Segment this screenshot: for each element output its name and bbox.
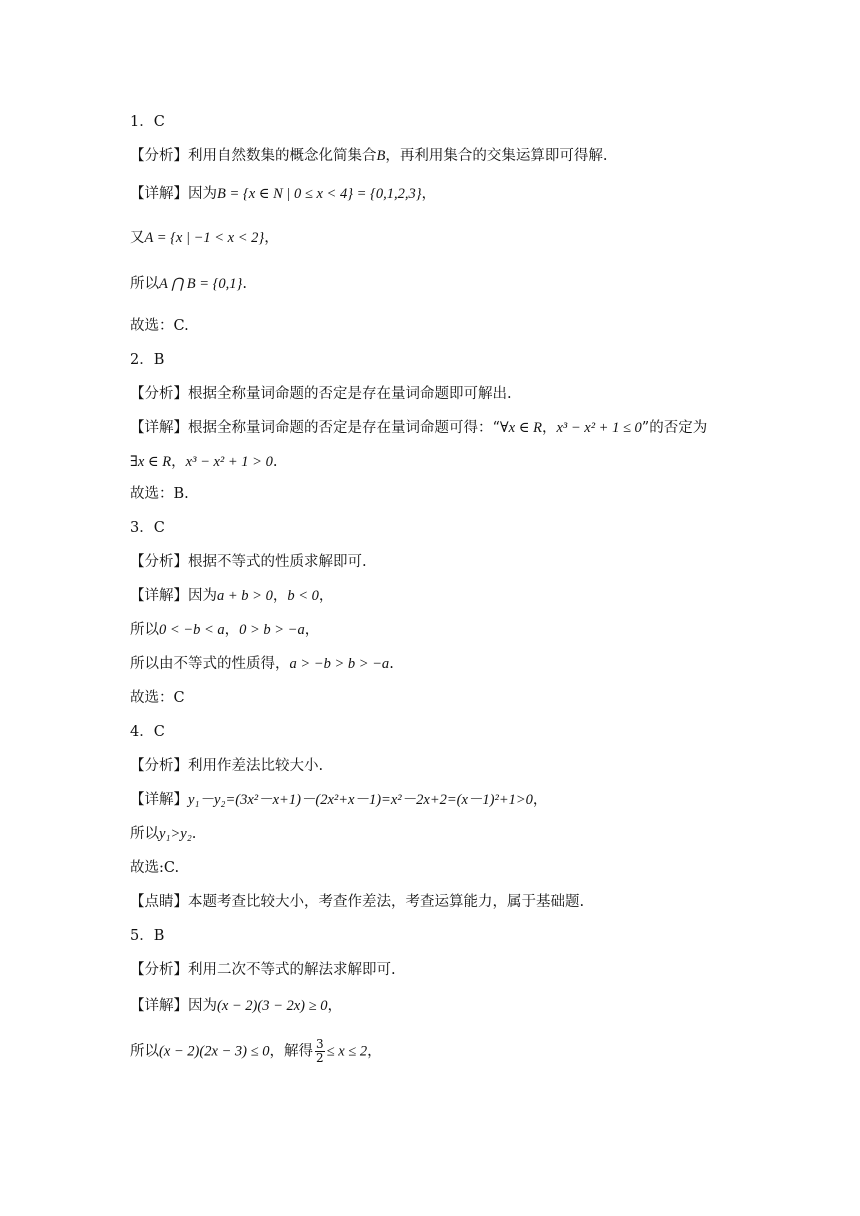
- q2-negation-text: ”的否定为: [641, 420, 708, 436]
- q5-answer: 5．B: [130, 928, 165, 944]
- q3-ineq-1: 0 < −b < a: [159, 622, 225, 638]
- q5-so-text: 所以: [130, 1043, 159, 1060]
- q5-fraction-numerator: 3: [315, 1037, 324, 1051]
- q1-detail: [130, 184, 436, 204]
- q4-result: y₁>y₂: [159, 826, 192, 842]
- q2-negated-inequality: x³ − x² + 1 > 0: [185, 454, 273, 470]
- q4-detail: [130, 790, 547, 810]
- q5-fraction: [315, 1038, 325, 1065]
- q5-inequality-2: (x − 2)(2x − 3) ≤ 0: [159, 1043, 270, 1060]
- q4-formula: y₁－y₂=(3x²－x+1)－(2x²+x－1)=x²－2x+2=(x－1)²+1>0: [188, 792, 533, 808]
- q5-detail: [130, 996, 342, 1016]
- q5-line-2: [130, 1038, 382, 1065]
- q2-period: .: [272, 454, 278, 470]
- q1-analysis-text-b: ，再利用集合的交集运算即可得解.: [385, 148, 608, 164]
- q3-line-2: [130, 620, 319, 640]
- q3-comma: ，: [272, 588, 288, 604]
- q3-result: a > −b > b > −a: [289, 656, 390, 672]
- q1-so-text: 所以: [130, 276, 159, 292]
- q1-comma: ，: [421, 186, 437, 202]
- q3-comma-2: ，: [318, 588, 334, 604]
- q4-period: .: [191, 826, 197, 842]
- q5-solution: ≤ x ≤ 2: [326, 1043, 368, 1060]
- q5-solve-text: ，解得: [269, 1043, 313, 1060]
- q3-comma-3: ，: [224, 622, 240, 638]
- q1-line-intersection: [130, 274, 247, 294]
- q3-choice: 故选：C: [130, 690, 185, 706]
- q1-answer: 1．C: [130, 114, 165, 130]
- q3-detail-text: 【详解】因为: [130, 588, 217, 604]
- q5-inequality: (x − 2)(3 − 2x) ≥ 0: [217, 998, 328, 1014]
- q4-detail-text: 【详解】: [130, 792, 188, 808]
- q2-detail: [130, 418, 707, 438]
- q5-comma-2: ，: [367, 1043, 382, 1060]
- q1-detail-text: 【详解】因为: [130, 186, 217, 202]
- q5-comma: ，: [327, 998, 342, 1014]
- q2-inequality: x³ − x² + 1 ≤ 0: [556, 420, 642, 436]
- q3-line-3: [130, 654, 394, 674]
- q3-detail: [130, 586, 333, 606]
- q4-comma: ，: [532, 792, 548, 808]
- q5-fraction-denominator: 2: [315, 1051, 324, 1065]
- q2-answer: 2．B: [130, 352, 165, 368]
- q2-analysis: 【分析】根据全称量词命题的否定是存在量词命题即可解出.: [130, 386, 512, 402]
- q2-comma-2: ，: [171, 454, 186, 470]
- q3-period: .: [389, 656, 394, 672]
- q2-forall: ∀x ∈ R: [499, 420, 542, 436]
- q3-ineq-2: 0 > b > −a: [239, 622, 305, 638]
- q4-line-2: [130, 824, 196, 844]
- q1-again-text: 又: [130, 230, 145, 246]
- q1-comma-2: ，: [264, 230, 279, 246]
- q4-choice: 故选:C.: [130, 860, 180, 876]
- q3-answer: 3．C: [130, 520, 165, 536]
- q2-negation: [130, 452, 277, 472]
- q3-comma-4: ，: [304, 622, 320, 638]
- q4-so-text: 所以: [130, 826, 159, 842]
- q1-analysis-text-a: 【分析】利用自然数集的概念化简集合: [130, 148, 377, 164]
- q1-intersection: A ⋂ B = {0,1}: [159, 276, 243, 292]
- q3-analysis: 【分析】根据不等式的性质求解即可.: [130, 554, 367, 570]
- q3-cond-2: b < 0: [287, 588, 319, 604]
- q2-choice: 故选：B.: [130, 486, 189, 502]
- q2-exists: ∃x ∈ R: [130, 454, 172, 470]
- q1-period: .: [242, 276, 247, 292]
- q4-comment: 【点睛】本题考查比较大小，考查作差法，考查运算能力，属于基础题.: [130, 894, 585, 910]
- q2-detail-text: 【详解】根据全称量词命题的否定是存在量词命题可得：“: [130, 420, 500, 436]
- q4-answer: 4．C: [130, 724, 165, 740]
- q2-comma: ，: [541, 420, 557, 436]
- q1-analysis: [130, 146, 607, 166]
- q1-formula-a: A = {x | −1 < x < 2}: [144, 230, 265, 246]
- q5-analysis: 【分析】利用二次不等式的解法求解即可.: [130, 962, 396, 978]
- q3-property-text: 所以由不等式的性质得，: [130, 656, 290, 672]
- q5-detail-text: 【详解】因为: [130, 998, 217, 1014]
- q1-line-a: [130, 228, 279, 248]
- q1-set-b: B: [376, 148, 386, 164]
- q4-analysis: 【分析】利用作差法比较大小.: [130, 758, 324, 774]
- q1-choice: 故选：C.: [130, 318, 189, 334]
- q3-cond-1: a + b > 0: [217, 588, 273, 604]
- q1-formula-b: B = {x ∈ N | 0 ≤ x < 4} = {0,1,2,3}: [217, 186, 422, 202]
- q3-so-text: 所以: [130, 622, 159, 638]
